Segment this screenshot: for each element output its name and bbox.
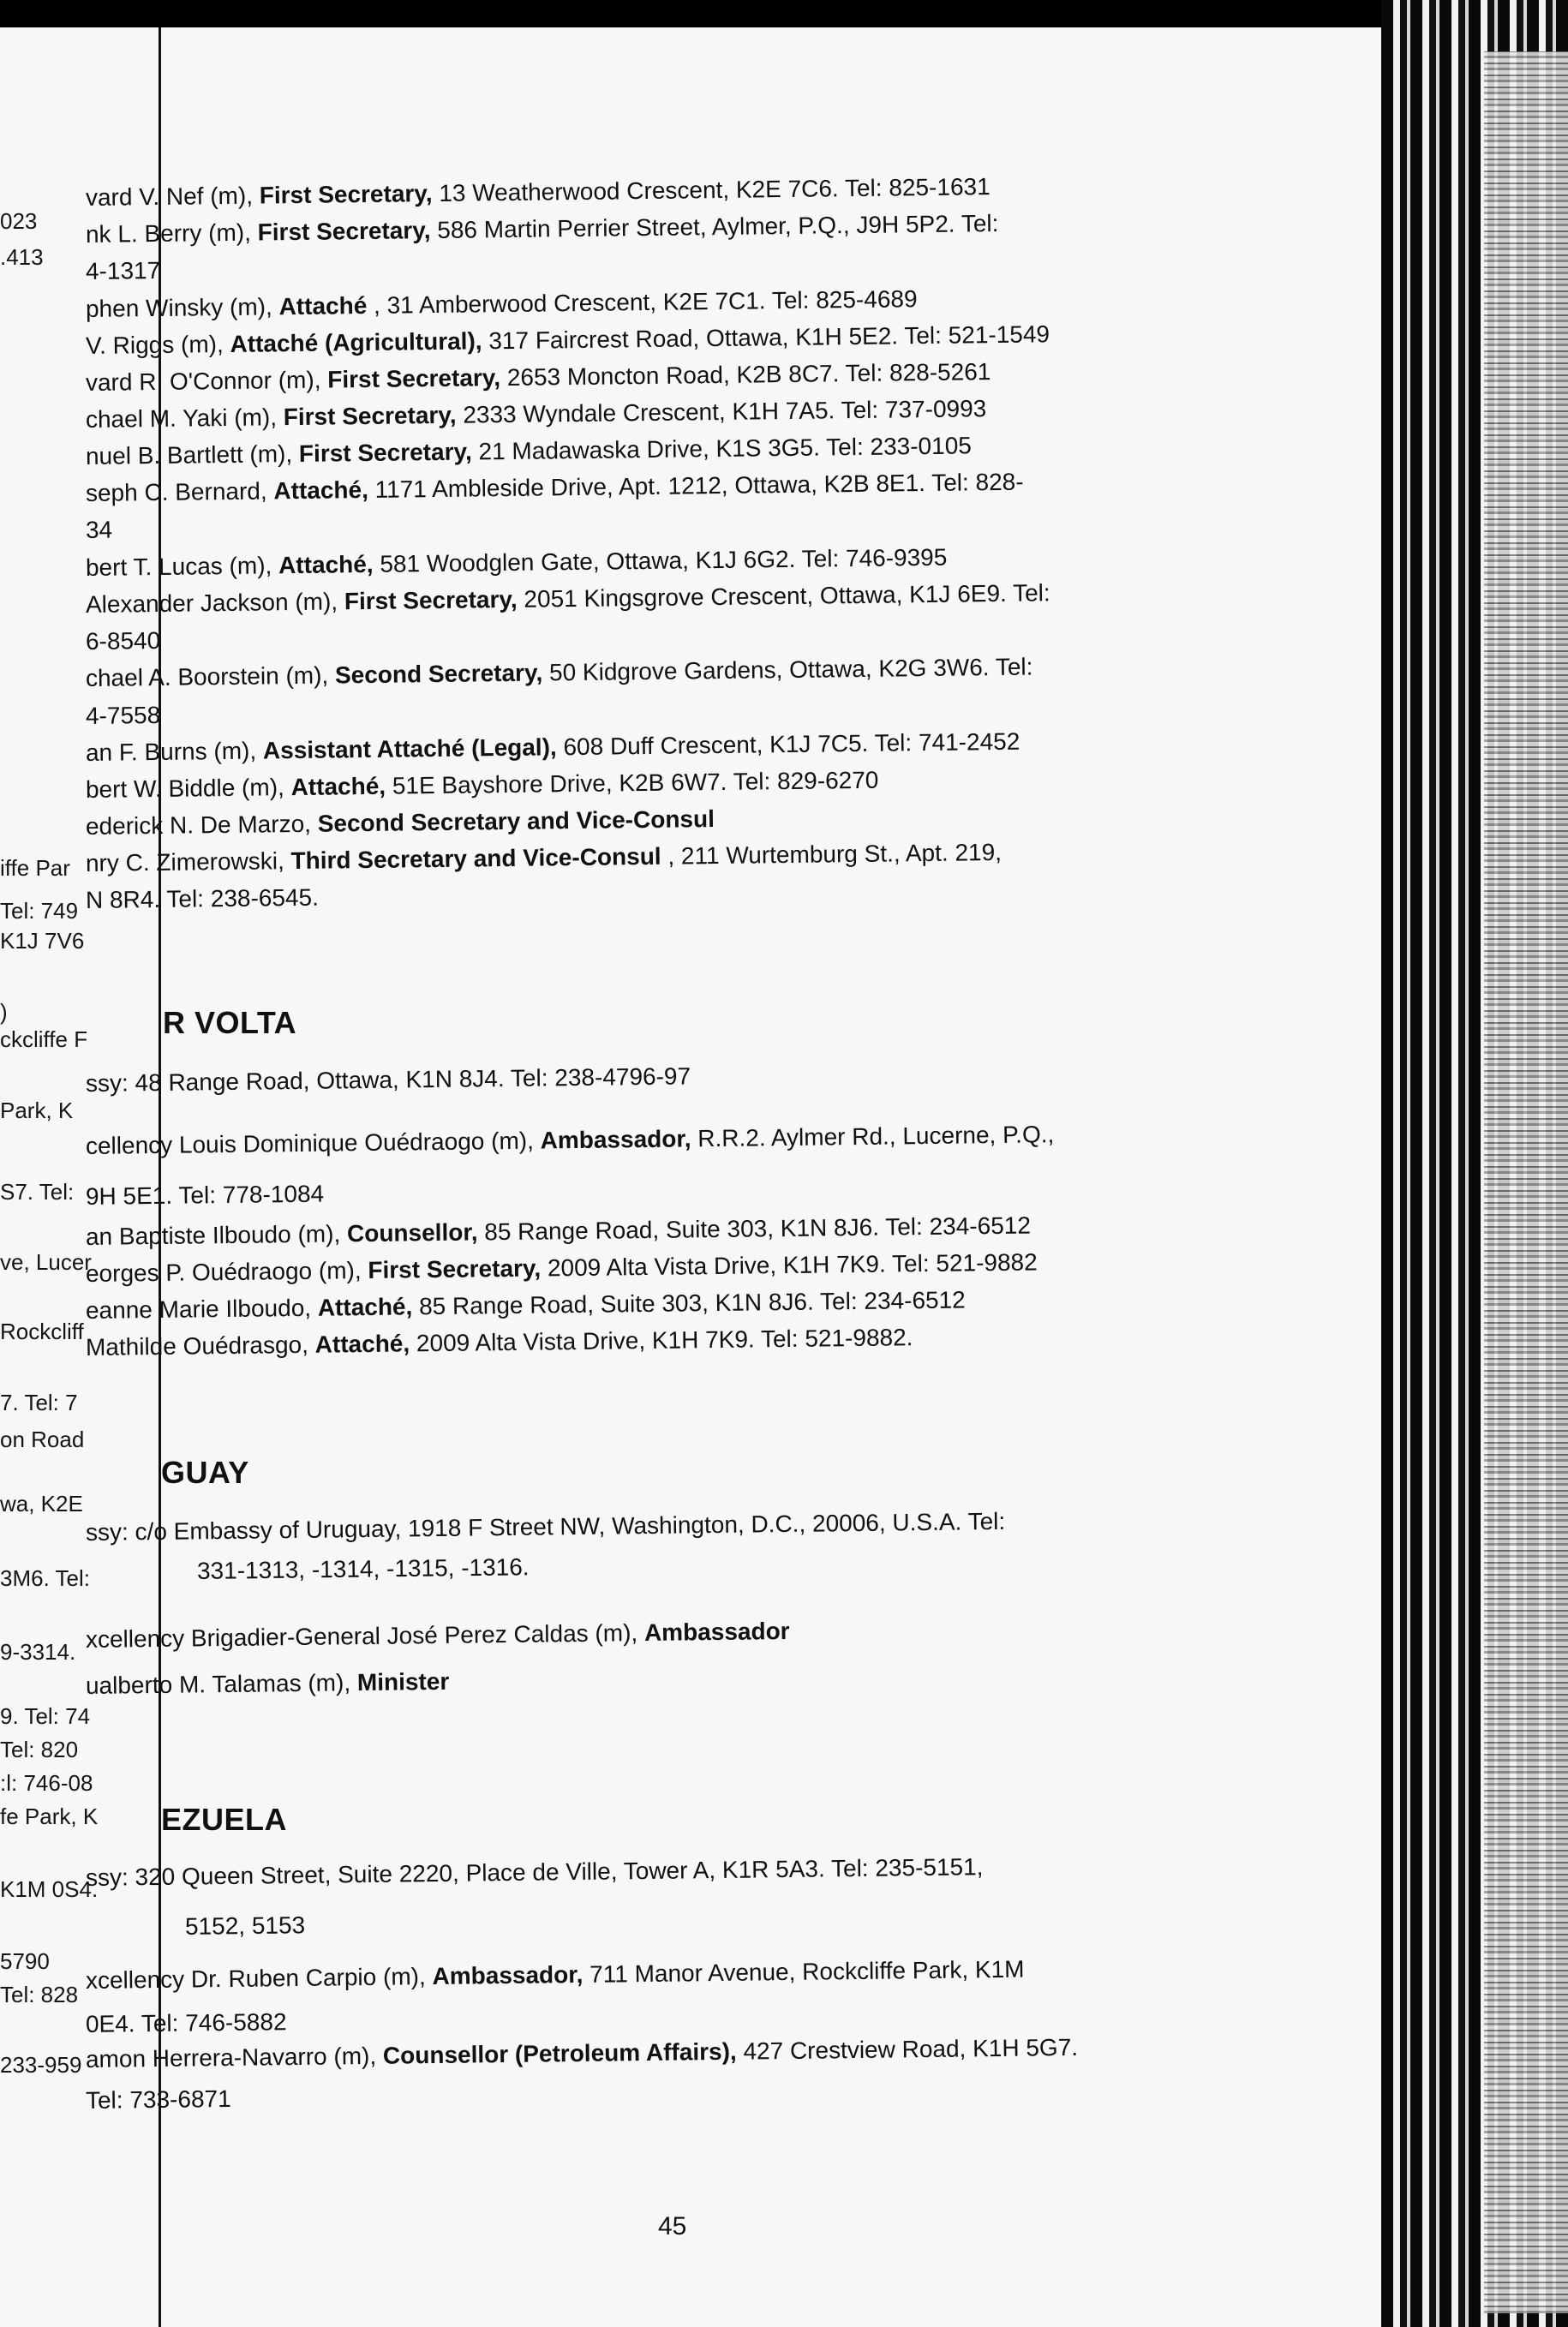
- left-fragment: 9-3314.: [0, 1639, 76, 1665]
- page-edge-texture: [1484, 51, 1568, 2313]
- directory-entry: 34: [85, 516, 113, 543]
- page-top-shadow: [0, 0, 1568, 27]
- left-fragment: 023: [0, 208, 38, 234]
- left-fragment: 3M6. Tel:: [0, 1565, 91, 1591]
- book-page-edge: [1381, 0, 1568, 2327]
- directory-entry: 9H 5E1. Tel: 778-1084: [85, 1180, 325, 1210]
- directory-entry: 6-8540: [85, 626, 161, 655]
- left-fragment: Tel: 828: [0, 1982, 79, 2007]
- left-fragment: ): [0, 999, 8, 1025]
- left-fragment: iffe Par: [0, 855, 70, 881]
- directory-entry: chael A. Boorstein (m), Second Secretary, 50 Kidgrove Gardens, Ottawa, K2G 3W6. Tel:: [85, 653, 1033, 691]
- directory-entry: cellency Louis Dominique Ouédraogo (m), Ambassador, R.R.2. Aylmer Rd., Lucerne, P.Q.,: [85, 1121, 1055, 1159]
- directory-entry: bert W. Biddle (m), Attaché, 51E Bayshore Drive, K2B 6W7. Tel: 829-6270: [85, 766, 879, 803]
- directory-entry: an F. Burns (m), Assistant Attaché (Legal), 608 Duff Crescent, K1J 7C5. Tel: 741-2452: [85, 727, 1020, 766]
- left-fragment: Park, K: [0, 1098, 74, 1123]
- directory-entry: 331-1313, -1314, -1315, -1316.: [196, 1553, 530, 1584]
- directory-entry: vard V. Nef (m), First Secretary, 13 Weatherwood Crescent, K2E 7C6. Tel: 825-1631: [85, 173, 990, 211]
- directory-entry: nk L. Berry (m), First Secretary, 586 Martin Perrier Street, Aylmer, P.Q., J9H 5P2. Tel:: [85, 209, 999, 248]
- left-fragment: fe Park, K: [0, 1804, 99, 1829]
- directory-entry: Alexander Jackson (m), First Secretary, 2051 Kingsgrove Crescent, Ottawa, K1J 6E9. Tel:: [85, 579, 1050, 618]
- directory-entry: 4-7558: [85, 701, 161, 729]
- directory-entry: ederick N. De Marzo, Second Secretary and Vice-Consul: [85, 805, 715, 840]
- section-heading-upper-volta: R VOLTA: [163, 1005, 297, 1040]
- section-heading-uruguay: GUAY: [161, 1455, 249, 1490]
- directory-entry: nry C. Zimerowski, Third Secretary and Vice-Consul , 211 Wurtemburg St., Apt. 219,: [85, 838, 1002, 876]
- directory-entry: eanne Marie Ilboudo, Attaché, 85 Range Road, Suite 303, K1N 8J6. Tel: 234-6512: [85, 1286, 966, 1324]
- directory-entry: N 8R4. Tel: 238-6545.: [85, 883, 320, 913]
- directory-entry: 0E4. Tel: 746-5882: [85, 2008, 287, 2037]
- left-fragment: on Road: [0, 1427, 85, 1452]
- section-heading-venezuela: EZUELA: [161, 1802, 287, 1837]
- directory-entry: ssy: 320 Queen Street, Suite 2220, Place de Ville, Tower A, K1R 5A3. Tel: 235-5151,: [85, 1853, 984, 1891]
- directory-entry: ualberto M. Talamas (m), Minister: [85, 1667, 450, 1699]
- left-fragment: wa, K2E: [0, 1491, 83, 1516]
- left-fragment: Tel: 820: [0, 1737, 79, 1762]
- left-fragment: Rockcliff: [0, 1319, 84, 1344]
- directory-entry: 5152, 5153: [184, 1911, 306, 1940]
- directory-entry: chael M. Yaki (m), First Secretary, 2333 Wyndale Crescent, K1H 7A5. Tel: 737-0993: [85, 395, 987, 433]
- directory-entry: nuel B. Bartlett (m), First Secretary, 21 Madawaska Drive, K1S 3G5. Tel: 233-0105: [85, 432, 973, 470]
- directory-entry: ssy: 48 Range Road, Ottawa, K1N 8J4. Tel: 238-4796-97: [85, 1062, 691, 1097]
- directory-entry: xcellency Brigadier-General José Perez Caldas (m), Ambassador: [85, 1617, 790, 1653]
- left-fragment: 233-959: [0, 2052, 82, 2078]
- left-fragment: Tel: 749: [0, 898, 79, 924]
- directory-entry: xcellency Dr. Ruben Carpio (m), Ambassador, 711 Manor Avenue, Rockcliffe Park, K1M: [85, 1955, 1025, 1994]
- left-fragment: ve, Lucer: [0, 1249, 92, 1275]
- directory-entry: Mathilde Ouédrasgo, Attaché, 2009 Alta Vista Drive, K1H 7K9. Tel: 521-9882.: [85, 1324, 913, 1361]
- page-number: 45: [658, 2212, 687, 2240]
- directory-entry: Tel: 733-6871: [85, 2085, 231, 2114]
- left-fragment: 9. Tel: 74: [0, 1703, 91, 1729]
- directory-entry: bert T. Lucas (m), Attaché, 581 Woodglen Gate, Ottawa, K1J 6G2. Tel: 746-9395: [85, 543, 948, 581]
- directory-entry: seph C. Bernard, Attaché, 1171 Ambleside Drive, Apt. 1212, Ottawa, K2B 8E1. Tel: 828-: [85, 468, 1024, 506]
- left-fragment: S7. Tel:: [0, 1179, 75, 1205]
- left-fragment: .413: [0, 244, 44, 270]
- directory-entry: eorges P. Ouédraogo (m), First Secretary, 2009 Alta Vista Drive, K1H 7K9. Tel: 521-9882: [85, 1248, 1038, 1287]
- left-fragment: ckcliffe F: [0, 1026, 88, 1052]
- directory-entry: amon Herrera-Navarro (m), Counsellor (Petroleum Affairs), 427 Crestview Road, K1H 5G7.: [85, 2033, 1079, 2073]
- left-fragment: 5790: [0, 1948, 50, 1974]
- directory-entry: phen Winsky (m), Attaché , 31 Amberwood Crescent, K2E 7C1. Tel: 825-4689: [85, 285, 918, 322]
- left-fragment: :l: 746-08: [0, 1770, 93, 1796]
- left-fragment: K1M 0S4.: [0, 1876, 99, 1902]
- directory-entry: ssy: c/o Embassy of Uruguay, 1918 F Street NW, Washington, D.C., 20006, U.S.A. Tel:: [85, 1507, 1006, 1546]
- directory-entry: V. Riggs (m), Attaché (Agricultural), 317 Faircrest Road, Ottawa, K1H 5E2. Tel: 521-1549: [85, 320, 1050, 359]
- directory-entry: an Baptiste Ilboudo (m), Counsellor, 85 Range Road, Suite 303, K1N 8J6. Tel: 234-6512: [85, 1211, 1032, 1250]
- directory-entry: 4-1317: [85, 256, 161, 284]
- directory-entry: vard R. O'Connor (m), First Secretary, 2653 Moncton Road, K2B 8C7. Tel: 828-5261: [85, 358, 991, 396]
- left-fragment: K1J 7V6: [0, 928, 85, 954]
- left-fragment: 7. Tel: 7: [0, 1390, 78, 1415]
